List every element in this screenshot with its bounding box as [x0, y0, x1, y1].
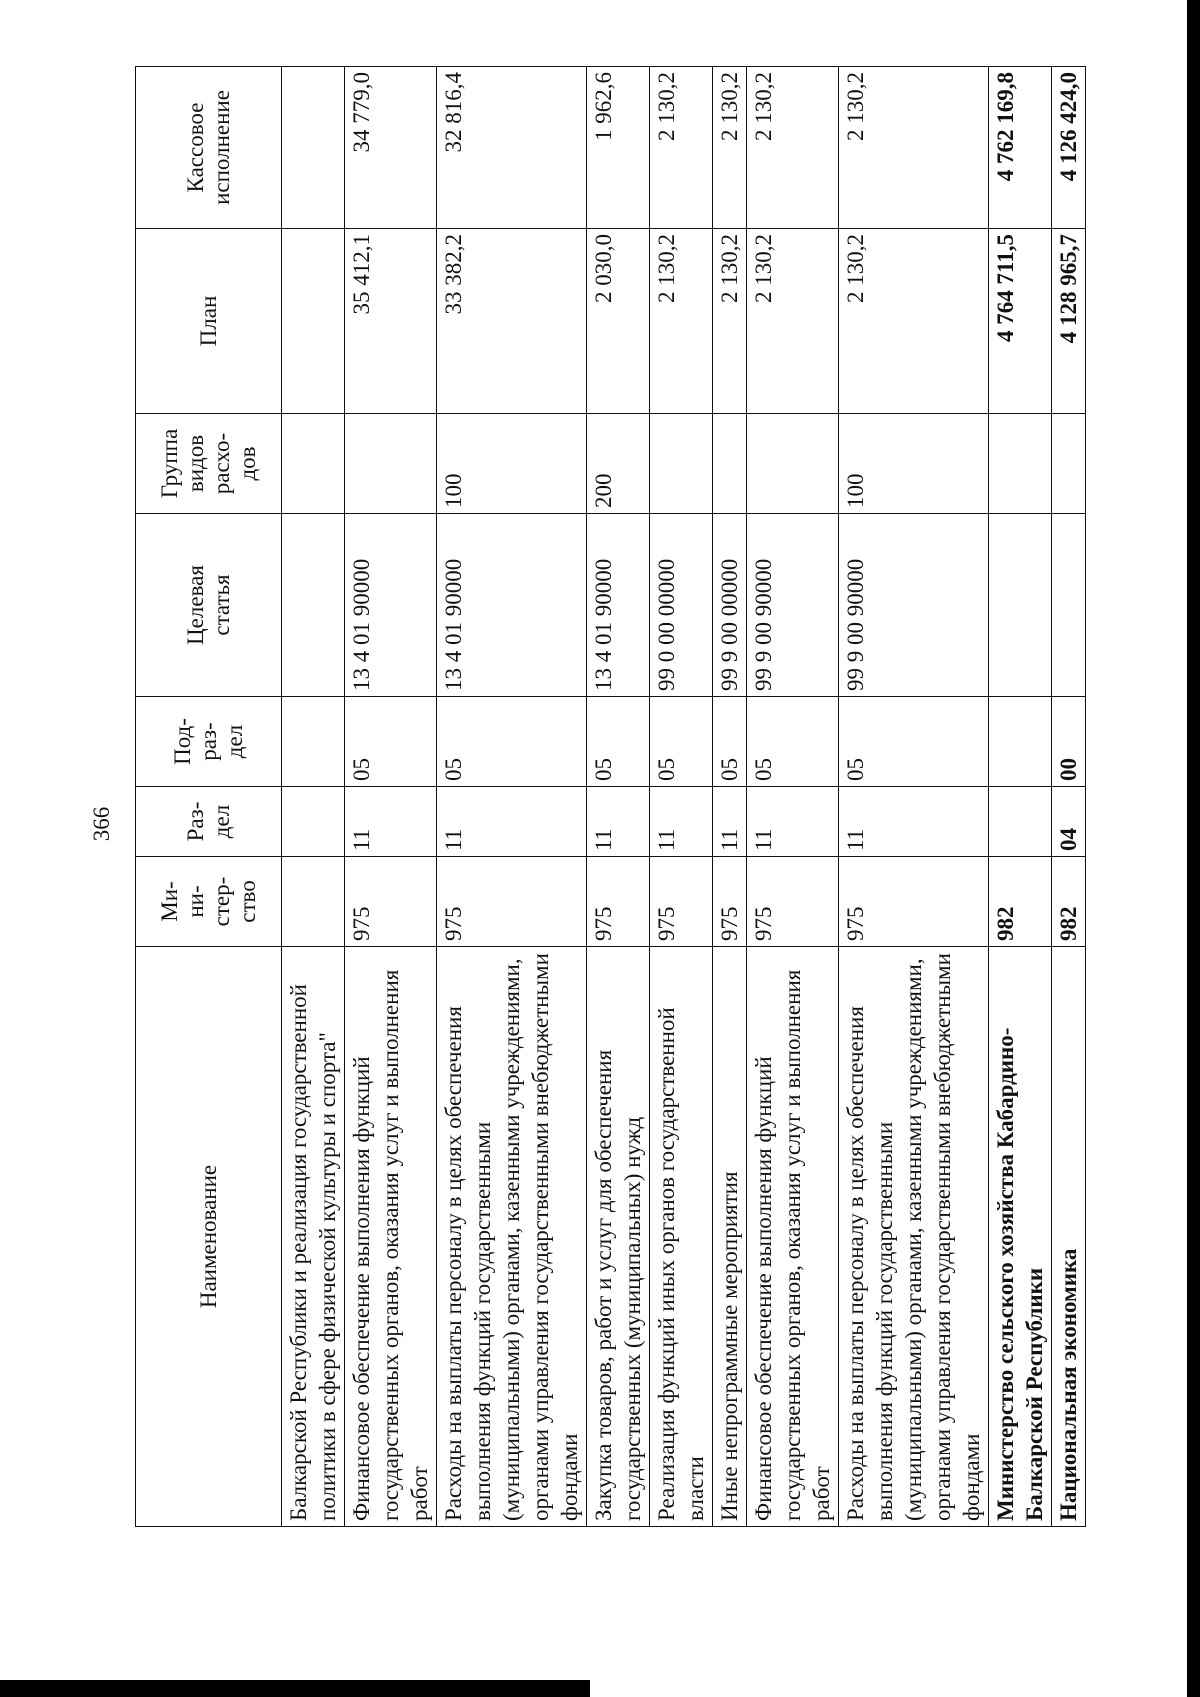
cell-name: Балкарской Республики и реализация государственной политики в сфере физической культуры и спорта"	[282, 947, 345, 1527]
cell-ministry	[282, 857, 345, 947]
cell-name: Реализация функций иных органов государственной власти	[650, 947, 713, 1527]
scan-edge-right	[1187, 0, 1200, 1697]
cell-name: Закупка товаров, работ и услуг для обеспечения государственных (муниципальных) нужд	[587, 947, 650, 1527]
cell-target: 13 4 01 90000	[587, 514, 650, 697]
cell-plan: 4 764 711,5	[989, 229, 1052, 414]
header-execution: Кассовое исполнение	[136, 67, 282, 229]
cell-section: 11	[747, 787, 839, 857]
cell-execution: 32 816,4	[437, 67, 587, 229]
table-row	[989, 67, 1052, 1527]
cell-group	[345, 414, 437, 514]
cell-group	[650, 414, 713, 514]
cell-execution: 4 126 424,0	[1052, 67, 1086, 229]
cell-subsection: 05	[747, 697, 839, 787]
table-row	[345, 67, 437, 1527]
cell-group	[713, 414, 747, 514]
cell-ministry: 982	[989, 857, 1052, 947]
cell-ministry: 975	[345, 857, 437, 947]
cell-target: 99 9 00 00000	[713, 514, 747, 697]
cell-execution: 2 130,2	[713, 67, 747, 229]
scan-edge-bottom	[0, 1680, 590, 1697]
cell-section: 11	[587, 787, 650, 857]
cell-plan: 4 128 965,7	[1052, 229, 1086, 414]
cell-plan: 2 130,2	[650, 229, 713, 414]
table-row	[747, 67, 839, 1527]
cell-section: 11	[437, 787, 587, 857]
cell-execution: 4 762 169,8	[989, 67, 1052, 229]
cell-subsection: 05	[839, 697, 989, 787]
table-header-row	[136, 67, 282, 1527]
cell-group	[282, 414, 345, 514]
header-plan: План	[136, 229, 282, 414]
cell-subsection: 05	[587, 697, 650, 787]
cell-name: Расходы на выплаты персоналу в целях обеспечения выполнения функций государственными (муниципальными) органами, казенными учреждениями, органами управления государственными внебюджетными фондами	[437, 947, 587, 1527]
header-ministry: Ми- ни- стер- ство	[136, 857, 282, 947]
cell-group: 200	[587, 414, 650, 514]
cell-section: 11	[713, 787, 747, 857]
header-subsection: Под- раз- дел	[136, 697, 282, 787]
cell-execution: 2 130,2	[650, 67, 713, 229]
cell-subsection: 05	[650, 697, 713, 787]
table-row	[437, 67, 587, 1527]
cell-execution: 34 779,0	[345, 67, 437, 229]
cell-name: Расходы на выплаты персоналу в целях обеспечения выполнения функций государственными (муниципальными) органами, казенными учреждениями, органами управления государственными внебюджетными фондами	[839, 947, 989, 1527]
cell-target: 99 9 00 90000	[747, 514, 839, 697]
cell-ministry: 975	[839, 857, 989, 947]
cell-target: 13 4 01 90000	[437, 514, 587, 697]
table-row	[650, 67, 713, 1527]
cell-execution	[282, 67, 345, 229]
table-row	[839, 67, 989, 1527]
header-group: Группа видов расхо- дов	[136, 414, 282, 514]
cell-ministry: 975	[747, 857, 839, 947]
table-row	[282, 67, 345, 1527]
document-page-rotated	[135, 67, 1081, 1527]
cell-execution: 1 962,6	[587, 67, 650, 229]
cell-plan: 2 130,2	[839, 229, 989, 414]
cell-target: 99 0 00 00000	[650, 514, 713, 697]
cell-target	[1052, 514, 1086, 697]
cell-ministry: 975	[650, 857, 713, 947]
cell-section	[282, 787, 345, 857]
cell-ministry: 975	[437, 857, 587, 947]
cell-ministry: 975	[713, 857, 747, 947]
cell-plan: 2 130,2	[747, 229, 839, 414]
cell-group: 100	[437, 414, 587, 514]
cell-section: 11	[839, 787, 989, 857]
cell-target	[282, 514, 345, 697]
cell-group: 100	[839, 414, 989, 514]
cell-plan: 2 130,2	[713, 229, 747, 414]
table-row	[1052, 67, 1086, 1527]
cell-name: Министерство сельского хозяйства Кабардино-Балкарской Республики	[989, 947, 1052, 1527]
cell-subsection: 05	[713, 697, 747, 787]
cell-subsection	[282, 697, 345, 787]
page-number: 366	[89, 806, 114, 842]
cell-subsection: 05	[345, 697, 437, 787]
budget-table	[135, 66, 1086, 1527]
cell-target: 13 4 01 90000	[345, 514, 437, 697]
cell-section: 11	[650, 787, 713, 857]
cell-execution: 2 130,2	[747, 67, 839, 229]
cell-plan: 33 382,2	[437, 229, 587, 414]
cell-plan: 2 030,0	[587, 229, 650, 414]
cell-name: Национальная экономика	[1052, 947, 1086, 1527]
cell-ministry: 975	[587, 857, 650, 947]
table-row	[587, 67, 650, 1527]
header-name: Наименование	[136, 947, 282, 1527]
header-section: Раз- дел	[136, 787, 282, 857]
table-row	[713, 67, 747, 1527]
header-target: Целевая статья	[136, 514, 282, 697]
cell-name: Финансовое обеспечение выполнения функций государственных органов, оказания услуг и выполнения работ	[345, 947, 437, 1527]
cell-name: Иные непрограммные мероприятия	[713, 947, 747, 1527]
cell-subsection: 00	[1052, 697, 1086, 787]
cell-ministry: 982	[1052, 857, 1086, 947]
cell-group	[989, 414, 1052, 514]
cell-subsection	[989, 697, 1052, 787]
cell-group	[747, 414, 839, 514]
cell-section: 11	[345, 787, 437, 857]
cell-target	[989, 514, 1052, 697]
cell-group	[1052, 414, 1086, 514]
cell-plan	[282, 229, 345, 414]
cell-target: 99 9 00 90000	[839, 514, 989, 697]
cell-section: 04	[1052, 787, 1086, 857]
cell-name: Финансовое обеспечение выполнения функций государственных органов, оказания услуг и выполнения работ	[747, 947, 839, 1527]
cell-section	[989, 787, 1052, 857]
cell-subsection: 05	[437, 697, 587, 787]
cell-execution: 2 130,2	[839, 67, 989, 229]
cell-plan: 35 412,1	[345, 229, 437, 414]
